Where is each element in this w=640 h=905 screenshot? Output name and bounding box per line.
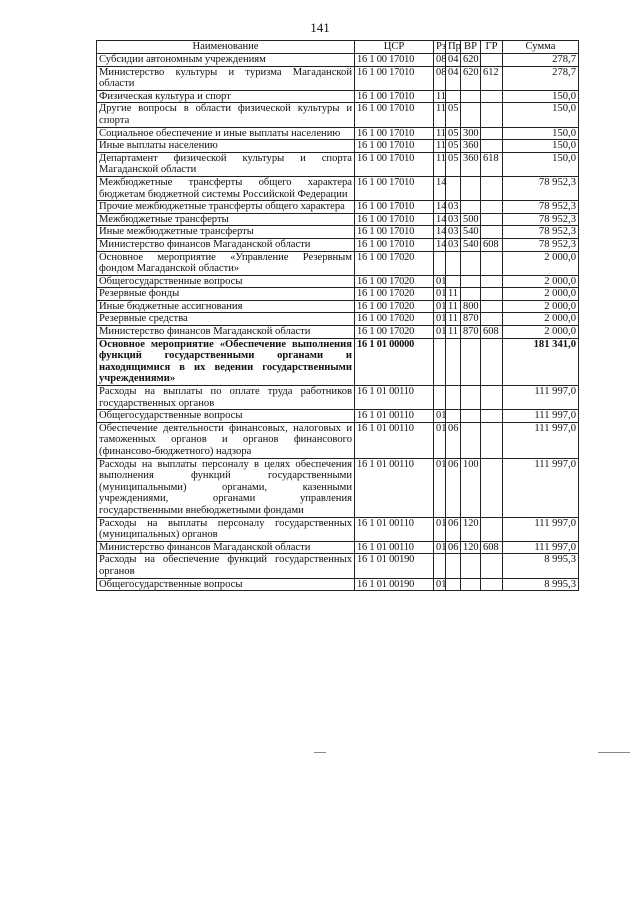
cell-name: Межбюджетные трансферты общего характера бюджетам бюджетной системы Российской Федерации bbox=[97, 176, 355, 200]
cell-gr bbox=[481, 313, 503, 326]
cell-csr: 16 1 00 17010 bbox=[355, 201, 434, 214]
cell-name: Иные межбюджетные трансферты bbox=[97, 226, 355, 239]
cell-sum: 111 997,0 bbox=[503, 386, 579, 410]
table-row bbox=[97, 338, 579, 385]
table-row bbox=[97, 238, 579, 251]
cell-vr: 540 bbox=[461, 226, 481, 239]
cell-rz: 01 bbox=[434, 326, 446, 339]
cell-name: Физическая культура и спорт bbox=[97, 90, 355, 103]
cell-pr bbox=[446, 410, 461, 423]
cell-sum: 2 000,0 bbox=[503, 313, 579, 326]
cell-name: Иные выплаты населению bbox=[97, 140, 355, 153]
cell-name: Общегосударственные вопросы bbox=[97, 275, 355, 288]
cell-sum: 111 997,0 bbox=[503, 517, 579, 541]
cell-csr: 16 1 00 17010 bbox=[355, 238, 434, 251]
cell-sum: 2 000,0 bbox=[503, 300, 579, 313]
cell-gr bbox=[481, 176, 503, 200]
cell-csr: 16 1 01 00110 bbox=[355, 386, 434, 410]
header-pr: Пр bbox=[446, 41, 461, 54]
cell-vr bbox=[461, 410, 481, 423]
cell-sum: 111 997,0 bbox=[503, 410, 579, 423]
cell-name: Резервные средства bbox=[97, 313, 355, 326]
scan-artifact-line bbox=[314, 752, 326, 753]
cell-rz: 08 bbox=[434, 66, 446, 90]
table-row bbox=[97, 554, 579, 578]
cell-csr: 16 1 00 17020 bbox=[355, 288, 434, 301]
cell-csr: 16 1 00 17010 bbox=[355, 140, 434, 153]
table-row bbox=[97, 313, 579, 326]
cell-gr bbox=[481, 213, 503, 226]
header-row bbox=[97, 41, 579, 54]
cell-csr: 16 1 00 17020 bbox=[355, 300, 434, 313]
cell-gr bbox=[481, 422, 503, 458]
cell-csr: 16 1 00 17020 bbox=[355, 326, 434, 339]
table-row bbox=[97, 54, 579, 67]
cell-csr: 16 1 00 17010 bbox=[355, 90, 434, 103]
cell-pr bbox=[446, 554, 461, 578]
cell-csr: 16 1 01 00000 bbox=[355, 338, 434, 385]
cell-csr: 16 1 00 17010 bbox=[355, 66, 434, 90]
table-row bbox=[97, 176, 579, 200]
cell-name: Иные бюджетные ассигнования bbox=[97, 300, 355, 313]
cell-name: Субсидии автономным учреждениям bbox=[97, 54, 355, 67]
cell-csr: 16 1 00 17010 bbox=[355, 54, 434, 67]
cell-pr: 03 bbox=[446, 201, 461, 214]
table-row bbox=[97, 422, 579, 458]
cell-vr: 360 bbox=[461, 152, 481, 176]
cell-rz: 01 bbox=[434, 517, 446, 541]
cell-csr: 16 1 00 17020 bbox=[355, 275, 434, 288]
cell-rz: 01 bbox=[434, 300, 446, 313]
cell-rz: 08 bbox=[434, 54, 446, 67]
header-gr: ГР bbox=[481, 41, 503, 54]
cell-pr: 05 bbox=[446, 140, 461, 153]
cell-gr bbox=[481, 554, 503, 578]
cell-rz: 11 bbox=[434, 140, 446, 153]
cell-vr bbox=[461, 288, 481, 301]
cell-gr bbox=[481, 201, 503, 214]
cell-sum: 2 000,0 bbox=[503, 288, 579, 301]
cell-gr: 612 bbox=[481, 66, 503, 90]
cell-csr: 16 1 00 17020 bbox=[355, 251, 434, 275]
cell-vr: 870 bbox=[461, 326, 481, 339]
cell-vr: 500 bbox=[461, 213, 481, 226]
cell-name: Межбюджетные трансферты bbox=[97, 213, 355, 226]
cell-csr: 16 1 01 00190 bbox=[355, 554, 434, 578]
cell-rz: 01 bbox=[434, 422, 446, 458]
cell-csr: 16 1 00 17010 bbox=[355, 176, 434, 200]
cell-pr: 11 bbox=[446, 288, 461, 301]
scan-artifact-line bbox=[598, 752, 630, 753]
cell-gr bbox=[481, 288, 503, 301]
cell-name: Обеспечение деятельности финансовых, налоговых и таможенных органов и органов финансового (финансово-бюджетного) надзора bbox=[97, 422, 355, 458]
cell-vr bbox=[461, 275, 481, 288]
cell-pr: 06 bbox=[446, 422, 461, 458]
table-row bbox=[97, 541, 579, 554]
cell-rz: 01 bbox=[434, 578, 446, 591]
cell-sum: 150,0 bbox=[503, 127, 579, 140]
cell-sum: 111 997,0 bbox=[503, 422, 579, 458]
cell-csr: 16 1 00 17010 bbox=[355, 103, 434, 127]
cell-vr: 800 bbox=[461, 300, 481, 313]
cell-pr bbox=[446, 338, 461, 385]
cell-gr bbox=[481, 103, 503, 127]
cell-rz: 01 bbox=[434, 541, 446, 554]
cell-name: Основное мероприятие «Управление Резервным фондом Магаданской области» bbox=[97, 251, 355, 275]
table-row bbox=[97, 66, 579, 90]
cell-gr bbox=[481, 578, 503, 591]
table-row bbox=[97, 300, 579, 313]
cell-rz: 14 bbox=[434, 201, 446, 214]
cell-name: Общегосударственные вопросы bbox=[97, 410, 355, 423]
cell-pr: 05 bbox=[446, 152, 461, 176]
cell-name: Министерство культуры и туризма Магаданской области bbox=[97, 66, 355, 90]
cell-pr: 06 bbox=[446, 517, 461, 541]
cell-rz: 14 bbox=[434, 213, 446, 226]
cell-rz: 01 bbox=[434, 410, 446, 423]
cell-sum: 2 000,0 bbox=[503, 275, 579, 288]
cell-sum: 111 997,0 bbox=[503, 458, 579, 517]
cell-rz bbox=[434, 251, 446, 275]
table-row bbox=[97, 226, 579, 239]
cell-gr bbox=[481, 300, 503, 313]
cell-vr bbox=[461, 103, 481, 127]
cell-name: Расходы на выплаты по оплате труда работников государственных органов bbox=[97, 386, 355, 410]
table-row bbox=[97, 517, 579, 541]
cell-name: Расходы на обеспечение функций государственных органов bbox=[97, 554, 355, 578]
table-row bbox=[97, 127, 579, 140]
table-row bbox=[97, 410, 579, 423]
cell-sum: 111 997,0 bbox=[503, 541, 579, 554]
cell-csr: 16 1 01 00110 bbox=[355, 541, 434, 554]
cell-name: Расходы на выплаты персоналу в целях обеспечения выполнения функций государственными (муниципальными) органами, казенными учреждениями, органами управления государственными внебюджетными фондами bbox=[97, 458, 355, 517]
cell-rz: 11 bbox=[434, 152, 446, 176]
table-body bbox=[97, 54, 579, 591]
cell-gr: 608 bbox=[481, 326, 503, 339]
cell-vr bbox=[461, 90, 481, 103]
table-row bbox=[97, 103, 579, 127]
page-number: 141 bbox=[310, 20, 330, 35]
cell-pr: 03 bbox=[446, 213, 461, 226]
cell-pr: 04 bbox=[446, 66, 461, 90]
table-row bbox=[97, 90, 579, 103]
cell-sum: 78 952,3 bbox=[503, 238, 579, 251]
cell-pr: 11 bbox=[446, 326, 461, 339]
cell-pr: 04 bbox=[446, 54, 461, 67]
cell-vr: 300 bbox=[461, 127, 481, 140]
table-row bbox=[97, 578, 579, 591]
table-row bbox=[97, 201, 579, 214]
cell-pr: 06 bbox=[446, 458, 461, 517]
cell-sum: 8 995,3 bbox=[503, 554, 579, 578]
cell-sum: 2 000,0 bbox=[503, 251, 579, 275]
cell-gr bbox=[481, 54, 503, 67]
cell-vr bbox=[461, 578, 481, 591]
cell-gr bbox=[481, 458, 503, 517]
header-sum: Сумма bbox=[503, 41, 579, 54]
cell-vr: 620 bbox=[461, 66, 481, 90]
cell-vr bbox=[461, 176, 481, 200]
cell-csr: 16 1 00 17010 bbox=[355, 152, 434, 176]
budget-table bbox=[96, 40, 579, 591]
cell-pr bbox=[446, 275, 461, 288]
cell-vr bbox=[461, 201, 481, 214]
cell-gr: 608 bbox=[481, 238, 503, 251]
header-vr: ВР bbox=[461, 41, 481, 54]
cell-rz: 01 bbox=[434, 313, 446, 326]
cell-gr: 618 bbox=[481, 152, 503, 176]
cell-pr: 11 bbox=[446, 300, 461, 313]
cell-vr bbox=[461, 554, 481, 578]
cell-vr: 360 bbox=[461, 140, 481, 153]
cell-pr: 03 bbox=[446, 226, 461, 239]
cell-vr: 540 bbox=[461, 238, 481, 251]
table-row bbox=[97, 152, 579, 176]
cell-pr bbox=[446, 251, 461, 275]
cell-rz: 11 bbox=[434, 127, 446, 140]
cell-gr bbox=[481, 226, 503, 239]
cell-gr bbox=[481, 251, 503, 275]
cell-name: Расходы на выплаты персоналу государственных (муниципальных) органов bbox=[97, 517, 355, 541]
cell-rz: 11 bbox=[434, 90, 446, 103]
cell-sum: 181 341,0 bbox=[503, 338, 579, 385]
cell-gr bbox=[481, 517, 503, 541]
cell-sum: 78 952,3 bbox=[503, 226, 579, 239]
table-row bbox=[97, 251, 579, 275]
cell-rz bbox=[434, 386, 446, 410]
table-row bbox=[97, 140, 579, 153]
cell-name: Прочие межбюджетные трансферты общего характера bbox=[97, 201, 355, 214]
cell-gr bbox=[481, 386, 503, 410]
cell-name: Министерство финансов Магаданской области bbox=[97, 238, 355, 251]
cell-name: Другие вопросы в области физической культуры и спорта bbox=[97, 103, 355, 127]
cell-sum: 150,0 bbox=[503, 103, 579, 127]
cell-csr: 16 1 00 17010 bbox=[355, 213, 434, 226]
cell-sum: 8 995,3 bbox=[503, 578, 579, 591]
cell-vr: 870 bbox=[461, 313, 481, 326]
cell-vr: 120 bbox=[461, 517, 481, 541]
table-row bbox=[97, 326, 579, 339]
table-row bbox=[97, 288, 579, 301]
cell-gr bbox=[481, 338, 503, 385]
cell-pr bbox=[446, 176, 461, 200]
cell-name: Резервные фонды bbox=[97, 288, 355, 301]
cell-gr: 608 bbox=[481, 541, 503, 554]
cell-name: Основное мероприятие «Обеспечение выполнения функций государственными органами и находящимися в их ведении государственными учреждениями» bbox=[97, 338, 355, 385]
table-row bbox=[97, 386, 579, 410]
cell-pr: 05 bbox=[446, 103, 461, 127]
cell-sum: 78 952,3 bbox=[503, 176, 579, 200]
cell-rz: 01 bbox=[434, 275, 446, 288]
cell-vr: 120 bbox=[461, 541, 481, 554]
cell-csr: 16 1 01 00110 bbox=[355, 458, 434, 517]
header-csr: ЦСР bbox=[355, 41, 434, 54]
table-row bbox=[97, 213, 579, 226]
cell-sum: 150,0 bbox=[503, 140, 579, 153]
cell-rz: 14 bbox=[434, 226, 446, 239]
cell-csr: 16 1 01 00190 bbox=[355, 578, 434, 591]
cell-pr: 11 bbox=[446, 313, 461, 326]
cell-sum: 278,7 bbox=[503, 66, 579, 90]
cell-csr: 16 1 00 17020 bbox=[355, 313, 434, 326]
cell-sum: 78 952,3 bbox=[503, 213, 579, 226]
cell-gr bbox=[481, 140, 503, 153]
cell-gr bbox=[481, 127, 503, 140]
cell-pr bbox=[446, 90, 461, 103]
header-rz: Рз bbox=[434, 41, 446, 54]
cell-csr: 16 1 01 00110 bbox=[355, 410, 434, 423]
cell-name: Общегосударственные вопросы bbox=[97, 578, 355, 591]
cell-rz: 14 bbox=[434, 238, 446, 251]
cell-pr bbox=[446, 578, 461, 591]
cell-sum: 2 000,0 bbox=[503, 326, 579, 339]
cell-csr: 16 1 01 00110 bbox=[355, 422, 434, 458]
cell-vr: 100 bbox=[461, 458, 481, 517]
cell-rz: 01 bbox=[434, 458, 446, 517]
cell-sum: 150,0 bbox=[503, 90, 579, 103]
cell-rz bbox=[434, 554, 446, 578]
cell-gr bbox=[481, 410, 503, 423]
cell-csr: 16 1 00 17010 bbox=[355, 127, 434, 140]
cell-rz: 01 bbox=[434, 288, 446, 301]
header-name: Наименование bbox=[97, 41, 355, 54]
cell-gr bbox=[481, 90, 503, 103]
cell-vr bbox=[461, 338, 481, 385]
cell-sum: 278,7 bbox=[503, 54, 579, 67]
cell-rz bbox=[434, 338, 446, 385]
cell-csr: 16 1 00 17010 bbox=[355, 226, 434, 239]
cell-rz: 14 bbox=[434, 176, 446, 200]
cell-pr: 03 bbox=[446, 238, 461, 251]
cell-vr bbox=[461, 251, 481, 275]
cell-pr bbox=[446, 386, 461, 410]
cell-vr: 620 bbox=[461, 54, 481, 67]
cell-gr bbox=[481, 275, 503, 288]
cell-vr bbox=[461, 422, 481, 458]
table-row bbox=[97, 458, 579, 517]
cell-csr: 16 1 01 00110 bbox=[355, 517, 434, 541]
cell-sum: 150,0 bbox=[503, 152, 579, 176]
cell-name: Министерство финансов Магаданской области bbox=[97, 326, 355, 339]
cell-pr: 06 bbox=[446, 541, 461, 554]
table-row bbox=[97, 275, 579, 288]
cell-name: Департамент физической культуры и спорта Магаданской области bbox=[97, 152, 355, 176]
cell-pr: 05 bbox=[446, 127, 461, 140]
cell-name: Социальное обеспечение и иные выплаты населению bbox=[97, 127, 355, 140]
cell-name: Министерство финансов Магаданской области bbox=[97, 541, 355, 554]
cell-vr bbox=[461, 386, 481, 410]
cell-sum: 78 952,3 bbox=[503, 201, 579, 214]
cell-rz: 11 bbox=[434, 103, 446, 127]
